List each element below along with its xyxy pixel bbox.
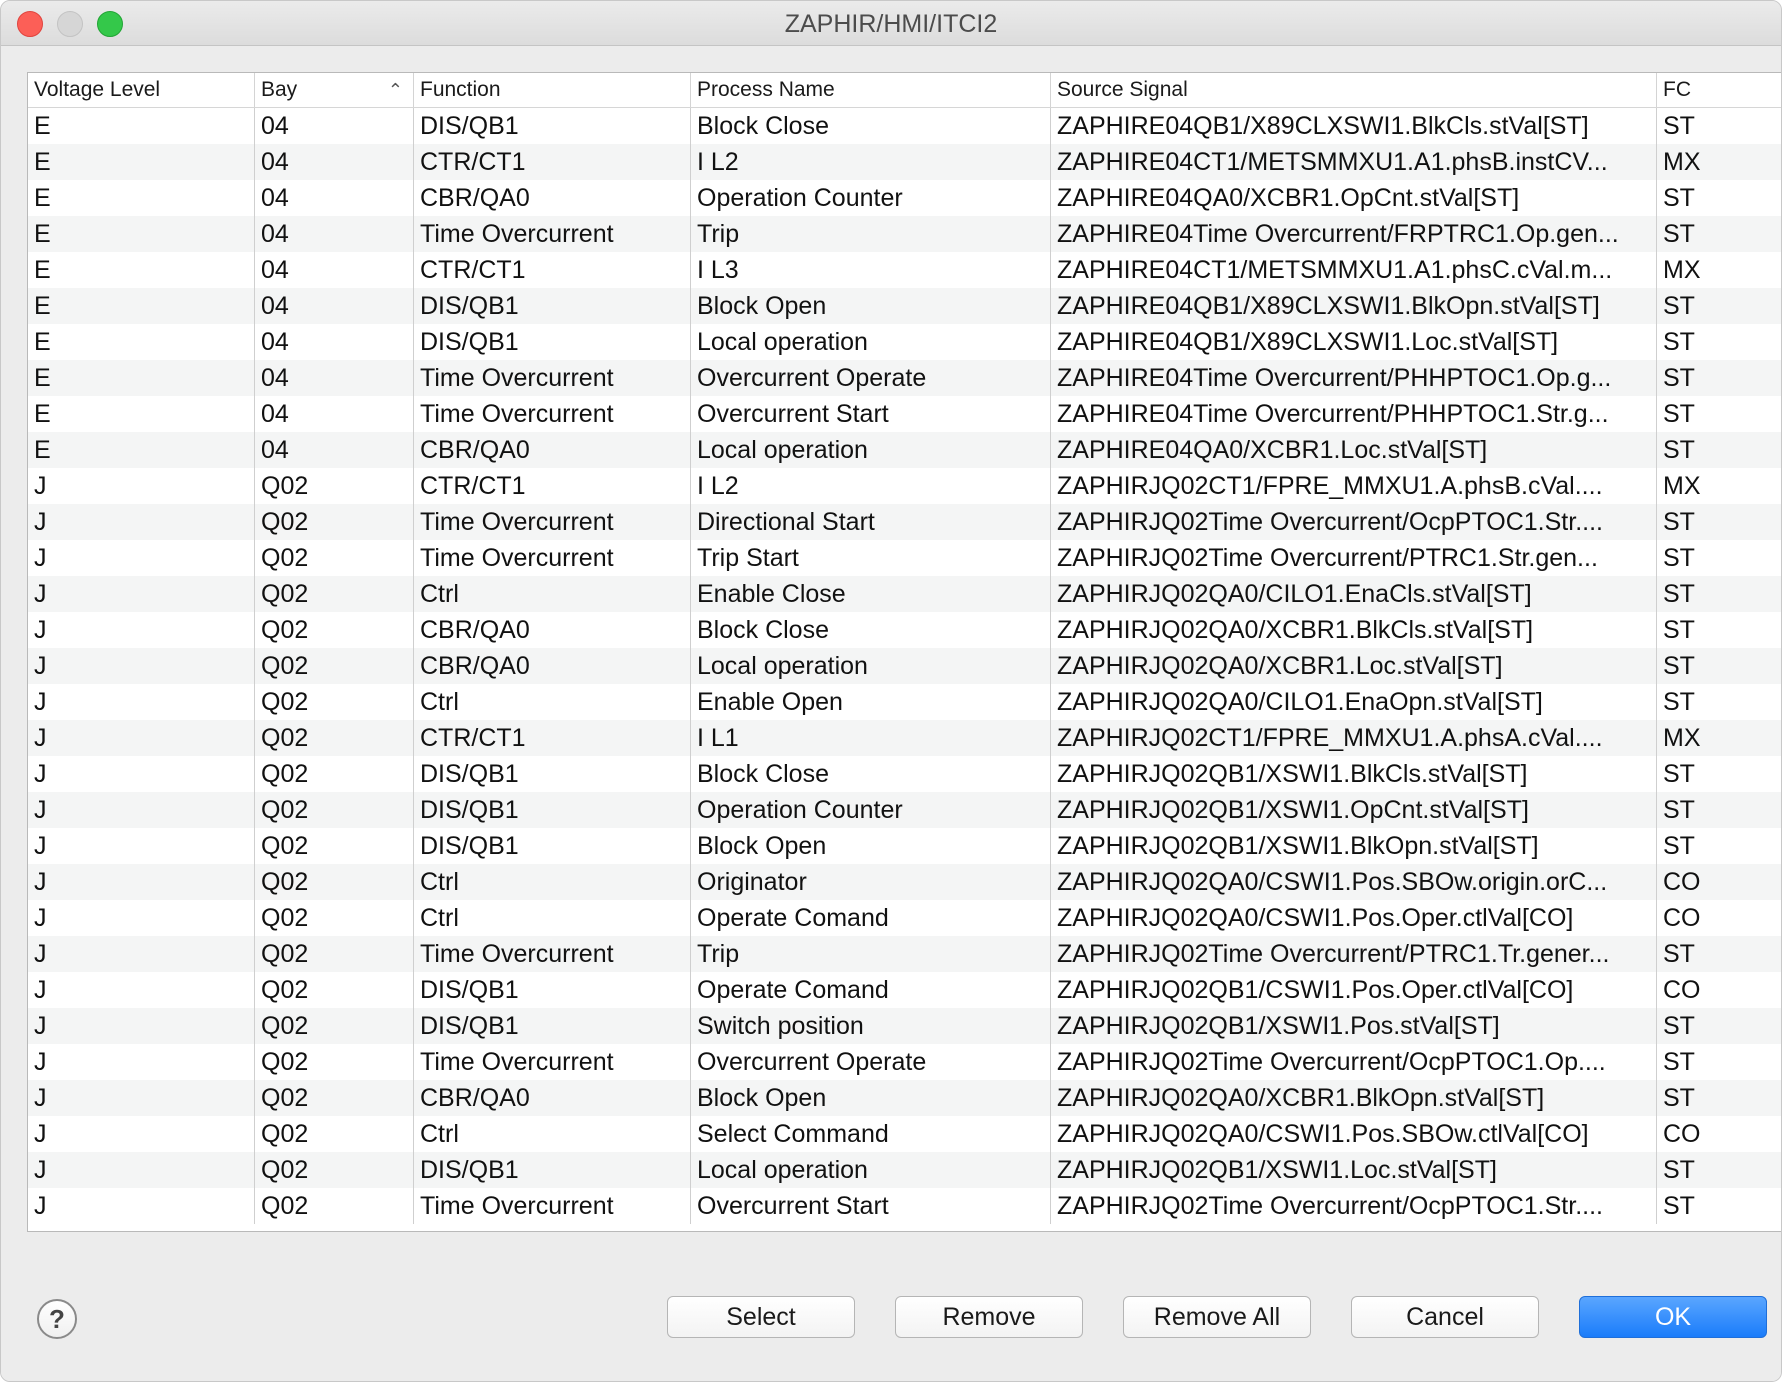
cell-source-signal: ZAPHIRE04Time Overcurrent/PHHPTOC1.Op.g... [1051,360,1657,396]
cell-bay: Q02 [255,972,414,1008]
cell-source-signal: ZAPHIRE04QB1/X89CLXSWI1.BlkCls.stVal[ST] [1051,108,1657,144]
cell-process-name: Overcurrent Operate [691,1044,1051,1080]
cell-process-name: Operate Comand [691,972,1051,1008]
dialog-content [1,46,1782,1382]
cell-source-signal: ZAPHIRJQ02Time Overcurrent/OcpPTOC1.Op.... [1051,1044,1657,1080]
table-row[interactable] [28,1008,1782,1044]
cell-bay: 04 [255,216,414,252]
cell-voltage-level: J [28,1188,255,1224]
cell-fc: ST [1663,184,1695,212]
table-row[interactable] [28,648,1782,684]
table-row[interactable] [28,576,1782,612]
cell-fc: ST [1663,400,1695,428]
cell-source-signal: ZAPHIRE04QB1/X89CLXSWI1.Loc.stVal[ST] [1051,324,1657,360]
cell-process-name: I L1 [691,720,1051,756]
table-row[interactable] [28,396,1782,432]
cell-source-signal: ZAPHIRJQ02QA0/CSWI1.Pos.Oper.ctlVal[CO] [1051,900,1657,936]
cell-process-name: Operation Counter [691,180,1051,216]
cell-function: Time Overcurrent [414,1044,691,1080]
cell-source-signal: ZAPHIRJQ02QB1/XSWI1.BlkOpn.stVal[ST] [1051,828,1657,864]
cell-source-signal: ZAPHIRJQ02QB1/XSWI1.OpCnt.stVal[ST] [1051,792,1657,828]
cell-function: Ctrl [414,900,691,936]
cell-bay: 04 [255,108,414,144]
cell-fc: ST [1663,688,1695,716]
cell-fc: ST [1663,328,1695,356]
cell-source-signal: ZAPHIRJQ02QB1/XSWI1.BlkCls.stVal[ST] [1051,756,1657,792]
title-bar [1,1,1781,46]
cell-function: CBR/QA0 [414,432,691,468]
cell-bay: Q02 [255,936,414,972]
cell-process-name: I L3 [691,252,1051,288]
cell-function: CBR/QA0 [414,612,691,648]
cell-voltage-level: J [28,792,255,828]
cell-bay: 04 [255,144,414,180]
cell-fc: ST [1663,436,1695,464]
cell-voltage-level: E [28,108,255,144]
cell-voltage-level: J [28,468,255,504]
cell-function: CTR/CT1 [414,720,691,756]
table-row[interactable] [28,540,1782,576]
cell-fc: MX [1663,472,1701,500]
table-row[interactable] [28,216,1782,252]
cell-bay: Q02 [255,1152,414,1188]
cell-bay: Q02 [255,1044,414,1080]
cell-process-name: Overcurrent Operate [691,360,1051,396]
cell-source-signal: ZAPHIRJQ02QA0/CILO1.EnaOpn.stVal[ST] [1051,684,1657,720]
cell-fc: ST [1663,1156,1695,1184]
cell-function: Ctrl [414,1116,691,1152]
cell-voltage-level: E [28,216,255,252]
cell-bay: Q02 [255,504,414,540]
cell-source-signal: ZAPHIRJQ02CT1/FPRE_MMXU1.A.phsB.cVal.... [1051,468,1657,504]
cell-bay: 04 [255,180,414,216]
table-row[interactable] [28,1044,1782,1080]
cell-fc: ST [1663,220,1695,248]
cell-bay: Q02 [255,684,414,720]
cell-function: CTR/CT1 [414,252,691,288]
cell-fc: CO [1663,1120,1701,1148]
cell-process-name: Originator [691,864,1051,900]
table-row[interactable] [28,792,1782,828]
cell-voltage-level: J [28,1116,255,1152]
cell-voltage-level: J [28,684,255,720]
cell-source-signal: ZAPHIRJQ02QA0/XCBR1.BlkOpn.stVal[ST] [1051,1080,1657,1116]
cell-source-signal: ZAPHIRJQ02QB1/XSWI1.Pos.stVal[ST] [1051,1008,1657,1044]
cell-function: DIS/QB1 [414,1008,691,1044]
cell-fc: ST [1663,292,1695,320]
cell-bay: Q02 [255,576,414,612]
cell-bay: Q02 [255,1080,414,1116]
table-row[interactable] [28,1188,1782,1224]
cell-process-name: Local operation [691,648,1051,684]
cell-bay: 04 [255,360,414,396]
cell-bay: Q02 [255,828,414,864]
cell-fc: CO [1663,904,1701,932]
cell-process-name: Overcurrent Start [691,396,1051,432]
table-row[interactable] [28,828,1782,864]
cell-function: DIS/QB1 [414,1152,691,1188]
cell-process-name: Block Close [691,756,1051,792]
cell-function: Ctrl [414,684,691,720]
cell-fc: ST [1663,112,1695,140]
table-row[interactable] [28,1116,1782,1152]
table-row[interactable] [28,1152,1782,1188]
cell-voltage-level: J [28,576,255,612]
cell-function: DIS/QB1 [414,792,691,828]
cell-voltage-level: J [28,1044,255,1080]
cell-source-signal: ZAPHIRJQ02Time Overcurrent/OcpPTOC1.Str.... [1051,1188,1657,1224]
cell-fc: ST [1663,796,1695,824]
table-row[interactable] [28,864,1782,900]
cell-fc: ST [1663,940,1695,968]
cell-voltage-level: J [28,1008,255,1044]
cell-process-name: Local operation [691,1152,1051,1188]
column-header-voltage-level[interactable]: Voltage Level [28,73,255,107]
cell-voltage-level: J [28,504,255,540]
table-row[interactable] [28,468,1782,504]
cell-source-signal: ZAPHIRJQ02Time Overcurrent/PTRC1.Str.gen... [1051,540,1657,576]
cell-source-signal: ZAPHIRJQ02QA0/CSWI1.Pos.SBOw.origin.orC... [1051,864,1657,900]
table-row[interactable] [28,432,1782,468]
cell-voltage-level: E [28,324,255,360]
cell-fc: ST [1663,1084,1695,1112]
cell-function: Time Overcurrent [414,360,691,396]
chevron-up-icon: ⌃ [387,80,403,100]
cell-function: Time Overcurrent [414,216,691,252]
table-row[interactable] [28,324,1782,360]
cell-process-name: Block Close [691,108,1051,144]
cell-fc: CO [1663,868,1701,896]
table-row[interactable] [28,612,1782,648]
cell-function: DIS/QB1 [414,288,691,324]
cell-source-signal: ZAPHIRJQ02QA0/CSWI1.Pos.SBOw.ctlVal[CO] [1051,1116,1657,1152]
table-row[interactable] [28,144,1782,180]
cell-source-signal: ZAPHIRJQ02CT1/FPRE_MMXU1.A.phsA.cVal.... [1051,720,1657,756]
cell-bay: Q02 [255,468,414,504]
cell-source-signal: ZAPHIRJQ02Time Overcurrent/PTRC1.Tr.gener... [1051,936,1657,972]
cell-voltage-level: J [28,1080,255,1116]
remove-button[interactable]: Remove [895,1296,1083,1338]
column-header-function[interactable]: Function [414,73,691,107]
cell-process-name: Overcurrent Start [691,1188,1051,1224]
cell-voltage-level: J [28,540,255,576]
table-row[interactable] [28,1080,1782,1116]
cell-process-name: Local operation [691,432,1051,468]
cell-function: Ctrl [414,576,691,612]
cell-bay: 04 [255,288,414,324]
cell-process-name: I L2 [691,468,1051,504]
cell-function: DIS/QB1 [414,324,691,360]
cell-function: CBR/QA0 [414,1080,691,1116]
cell-voltage-level: J [28,828,255,864]
table-row[interactable] [28,288,1782,324]
cell-function: DIS/QB1 [414,828,691,864]
table-row[interactable] [28,756,1782,792]
cell-fc: MX [1663,148,1701,176]
cell-function: DIS/QB1 [414,972,691,1008]
cell-process-name: I L2 [691,144,1051,180]
cell-process-name: Enable Open [691,684,1051,720]
table-row[interactable] [28,108,1782,144]
cell-voltage-level: J [28,1152,255,1188]
table-row[interactable] [28,360,1782,396]
cell-bay: Q02 [255,792,414,828]
table-row[interactable] [28,504,1782,540]
cell-process-name: Select Command [691,1116,1051,1152]
cell-function: DIS/QB1 [414,108,691,144]
cell-process-name: Trip Start [691,540,1051,576]
cell-fc: ST [1663,760,1695,788]
cell-process-name: Enable Close [691,576,1051,612]
cell-fc: ST [1663,652,1695,680]
cell-fc: ST [1663,544,1695,572]
cell-fc: ST [1663,364,1695,392]
table-row[interactable] [28,936,1782,972]
cell-function: DIS/QB1 [414,756,691,792]
cell-source-signal: ZAPHIRE04Time Overcurrent/FRPTRC1.Op.gen... [1051,216,1657,252]
cell-function: Time Overcurrent [414,1188,691,1224]
cell-process-name: Operate Comand [691,900,1051,936]
cell-function: Time Overcurrent [414,936,691,972]
cell-voltage-level: E [28,180,255,216]
cell-bay: Q02 [255,900,414,936]
cell-source-signal: ZAPHIRE04QB1/X89CLXSWI1.BlkOpn.stVal[ST] [1051,288,1657,324]
table-header [28,73,1782,108]
cell-voltage-level: E [28,360,255,396]
cell-voltage-level: J [28,864,255,900]
cell-fc: MX [1663,724,1701,752]
cell-process-name: Trip [691,936,1051,972]
column-header-source-signal[interactable]: Source Signal [1051,73,1657,107]
cell-process-name: Trip [691,216,1051,252]
table-row[interactable] [28,972,1782,1008]
cell-source-signal: ZAPHIRE04CT1/METSMMXU1.A1.phsC.cVal.m... [1051,252,1657,288]
cell-process-name: Local operation [691,324,1051,360]
cell-bay: 04 [255,324,414,360]
cell-source-signal: ZAPHIRJQ02QB1/CSWI1.Pos.Oper.ctlVal[CO] [1051,972,1657,1008]
cell-source-signal: ZAPHIRJQ02QA0/XCBR1.BlkCls.stVal[ST] [1051,612,1657,648]
window-title: ZAPHIR/HMI/ITCI2 [784,10,998,38]
cell-voltage-level: J [28,612,255,648]
table-row[interactable] [28,900,1782,936]
table-row[interactable] [28,252,1782,288]
cell-source-signal: ZAPHIRE04CT1/METSMMXU1.A1.phsB.instCV... [1051,144,1657,180]
column-header-bay-label: Bay [261,78,298,101]
cell-source-signal: ZAPHIRJQ02QA0/CILO1.EnaCls.stVal[ST] [1051,576,1657,612]
cell-process-name: Operation Counter [691,792,1051,828]
ok-button[interactable]: OK [1579,1296,1767,1338]
cell-voltage-level: E [28,288,255,324]
cell-bay: Q02 [255,1116,414,1152]
cell-bay: Q02 [255,612,414,648]
cell-voltage-level: J [28,756,255,792]
signals-table[interactable] [27,72,1782,1232]
cell-process-name: Block Close [691,612,1051,648]
cell-function: Time Overcurrent [414,504,691,540]
cell-fc: ST [1663,1048,1695,1076]
cell-bay: Q02 [255,540,414,576]
table-body [28,108,1782,1224]
cell-bay: Q02 [255,1188,414,1224]
cell-fc: CO [1663,976,1701,1004]
column-header-process-name[interactable]: Process Name [691,73,1051,107]
cell-function: CTR/CT1 [414,468,691,504]
cell-function: CBR/QA0 [414,180,691,216]
select-button[interactable]: Select [667,1296,855,1338]
cell-process-name: Block Open [691,828,1051,864]
help-icon[interactable]: ? [37,1299,77,1339]
cell-function: Time Overcurrent [414,396,691,432]
cell-fc: ST [1663,1012,1695,1040]
cell-voltage-level: J [28,972,255,1008]
cell-function: Ctrl [414,864,691,900]
cell-voltage-level: E [28,432,255,468]
cell-voltage-level: J [28,900,255,936]
cancel-button[interactable]: Cancel [1351,1296,1539,1338]
cell-process-name: Directional Start [691,504,1051,540]
cell-fc: ST [1663,1192,1695,1220]
cell-source-signal: ZAPHIRJQ02QA0/XCBR1.Loc.stVal[ST] [1051,648,1657,684]
cell-process-name: Block Open [691,1080,1051,1116]
cell-fc: ST [1663,580,1695,608]
cell-source-signal: ZAPHIRE04Time Overcurrent/PHHPTOC1.Str.g... [1051,396,1657,432]
remove-all-button[interactable]: Remove All [1123,1296,1311,1338]
table-row[interactable] [28,720,1782,756]
cell-source-signal: ZAPHIRJQ02QB1/XSWI1.Loc.stVal[ST] [1051,1152,1657,1188]
cell-source-signal: ZAPHIRE04QA0/XCBR1.Loc.stVal[ST] [1051,432,1657,468]
table-row[interactable] [28,684,1782,720]
cell-fc: ST [1663,508,1695,536]
column-header-fc[interactable]: FC [1663,78,1691,101]
cell-bay: Q02 [255,756,414,792]
cell-voltage-level: E [28,252,255,288]
cell-voltage-level: J [28,720,255,756]
cell-bay: Q02 [255,648,414,684]
cell-bay: 04 [255,252,414,288]
table-row[interactable] [28,180,1782,216]
cell-voltage-level: J [28,936,255,972]
cell-fc: ST [1663,616,1695,644]
cell-bay: Q02 [255,720,414,756]
cell-process-name: Switch position [691,1008,1051,1044]
cell-function: CTR/CT1 [414,144,691,180]
cell-source-signal: ZAPHIRJQ02Time Overcurrent/OcpPTOC1.Str.... [1051,504,1657,540]
column-header-bay[interactable] [255,73,414,107]
cell-function: Time Overcurrent [414,540,691,576]
cell-fc: ST [1663,832,1695,860]
cell-function: CBR/QA0 [414,648,691,684]
cell-voltage-level: E [28,144,255,180]
cell-voltage-level: J [28,648,255,684]
cell-process-name: Block Open [691,288,1051,324]
cell-bay: 04 [255,432,414,468]
cell-source-signal: ZAPHIRE04QA0/XCBR1.OpCnt.stVal[ST] [1051,180,1657,216]
cell-bay: 04 [255,396,414,432]
cell-fc: MX [1663,256,1701,284]
cell-voltage-level: E [28,396,255,432]
cell-bay: Q02 [255,1008,414,1044]
cell-bay: Q02 [255,864,414,900]
